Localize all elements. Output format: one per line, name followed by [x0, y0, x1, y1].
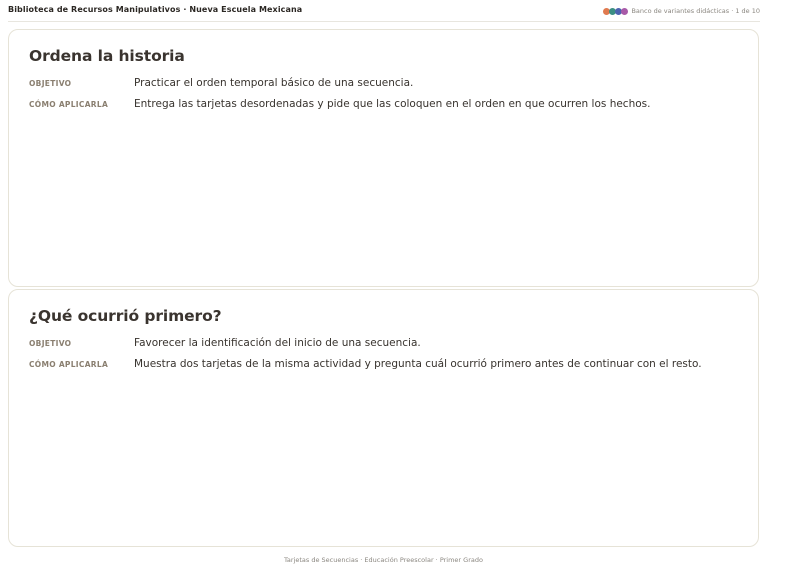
footer-text: Tarjetas de Secuencias · Educación Preescolar · Primer Grado [284, 556, 483, 564]
color-dots-icon [603, 8, 627, 15]
how-to-apply-label: CÓMO APLICARLA [29, 360, 109, 369]
header-title: Biblioteca de Recursos Manipulativos · Nueva Escuela Mexicana [8, 5, 303, 14]
variant-card [8, 289, 759, 547]
dot-purple-icon [621, 8, 628, 15]
card-title: Ordena la historia [29, 47, 185, 65]
objective-label: OBJETIVO [29, 79, 72, 88]
how-to-apply-text: Muestra dos tarjetas de la misma actividad y pregunta cuál ocurrió primero antes de continuar con el resto. [134, 358, 702, 370]
header-meta-group [603, 6, 760, 16]
header-meta: Banco de variantes didácticas · 1 de 10 [631, 7, 760, 15]
objective-text: Favorecer la identificación del inicio de una secuencia. [134, 337, 421, 349]
objective-label: OBJETIVO [29, 339, 72, 348]
card-title: ¿Qué ocurrió primero? [29, 307, 222, 325]
variant-card [8, 29, 759, 287]
objective-text: Practicar el orden temporal básico de una secuencia. [134, 77, 414, 89]
header-bar [8, 0, 760, 22]
how-to-apply-label: CÓMO APLICARLA [29, 100, 109, 109]
how-to-apply-text: Entrega las tarjetas desordenadas y pide que las coloquen en el orden en que ocurren los hechos. [134, 98, 651, 110]
